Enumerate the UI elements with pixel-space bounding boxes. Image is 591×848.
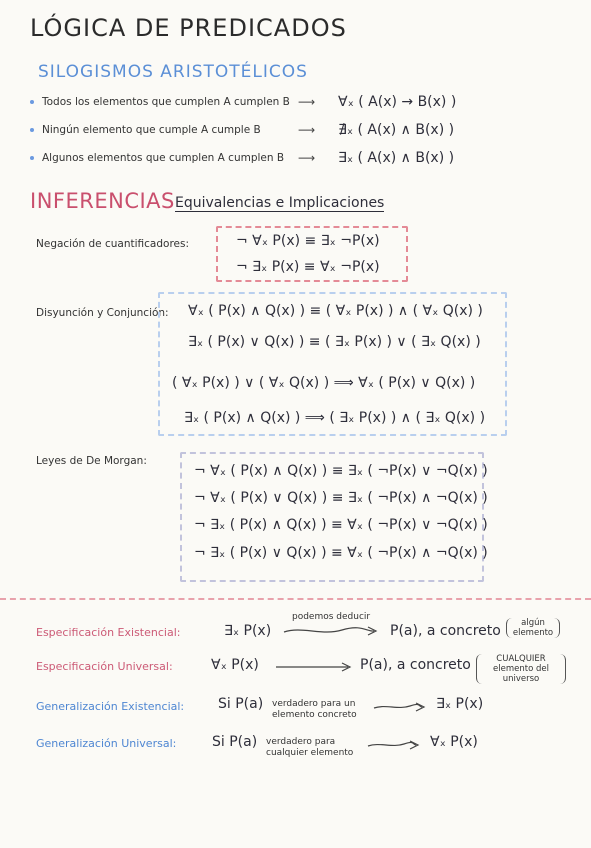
bullet-icon bbox=[30, 128, 34, 132]
list-item bbox=[30, 94, 456, 110]
section-divider bbox=[0, 598, 591, 600]
demorgan-row: ¬ ∀ₓ ( P(x) ∨ Q(x) ) ≡ ∃ₓ ( ¬P(x) ∧ ¬Q(x) ) bbox=[194, 490, 488, 506]
rule-formula: Si P(a) bbox=[218, 696, 264, 712]
squiggle-arrow-icon bbox=[282, 624, 382, 638]
list-item-formula: ∄ₓ ( A(x) ∧ B(x) ) bbox=[338, 122, 455, 138]
rule-over-arrow: podemos deducir bbox=[292, 612, 371, 622]
disyuncion-row: ( ∀ₓ P(x) ) ∨ ( ∀ₓ Q(x) ) ⟹ ∀ₓ ( P(x) ∨ Q(x) ) bbox=[172, 375, 476, 391]
rule-label: Generalización Existencial: bbox=[36, 700, 185, 713]
arrow-icon: ⟶ bbox=[298, 95, 316, 109]
list-item-formula: ∃ₓ ( A(x) ∧ B(x) ) bbox=[338, 150, 455, 166]
list-item bbox=[30, 150, 454, 166]
disyuncion-row: ∃ₓ ( P(x) ∧ Q(x) ) ⟹ ( ∃ₓ P(x) ) ∧ ( ∃ₓ Q(x) ) bbox=[184, 410, 486, 426]
rule-label: Especificación Existencial: bbox=[36, 626, 181, 639]
list-item-formula: ∀ₓ ( A(x) → B(x) ) bbox=[338, 94, 457, 110]
list-item-text: Todos los elementos que cumplen A cumplen B bbox=[42, 96, 290, 108]
arrow-icon bbox=[274, 660, 354, 674]
arrow-icon: ⟶ bbox=[298, 123, 316, 137]
arrow-icon: ⟶ bbox=[298, 151, 316, 165]
page-title: LÓGICA DE PREDICADOS bbox=[30, 14, 347, 42]
list-item-text: Algunos elementos que cumplen A cumplen B bbox=[42, 152, 285, 164]
negacion-label: Negación de cuantificadores: bbox=[36, 238, 189, 250]
negacion-row: ¬ ∃ₓ P(x) ≡ ∀ₓ ¬P(x) bbox=[236, 259, 380, 275]
negacion-row: ¬ ∀ₓ P(x) ≡ ∃ₓ ¬P(x) bbox=[236, 233, 380, 249]
rule-result: ∀ₓ P(x) bbox=[430, 734, 478, 750]
equivalencias-subheading: Equivalencias e Implicaciones bbox=[175, 195, 385, 211]
demorgan-row: ¬ ∀ₓ ( P(x) ∧ Q(x) ) ≡ ∃ₓ ( ¬P(x) ∨ ¬Q(x) ) bbox=[194, 463, 488, 479]
bullet-icon bbox=[30, 100, 34, 104]
list-item bbox=[30, 122, 454, 138]
rule-formula: ∃ₓ P(x) bbox=[224, 623, 272, 639]
rule-note: algún elemento bbox=[506, 618, 560, 638]
rule-formula: Si P(a) bbox=[212, 734, 258, 750]
demorgan-row: ¬ ∃ₓ ( P(x) ∨ Q(x) ) ≡ ∀ₓ ( ¬P(x) ∧ ¬Q(x) ) bbox=[194, 545, 488, 561]
rule-note: verdadero para un elemento concreto bbox=[272, 699, 357, 720]
squiggle-arrow-icon bbox=[372, 700, 428, 714]
demorgan-row: ¬ ∃ₓ ( P(x) ∧ Q(x) ) ≡ ∀ₓ ( ¬P(x) ∨ ¬Q(x) ) bbox=[194, 517, 488, 533]
rule-note: verdadero para cualquier elemento bbox=[266, 737, 354, 758]
disyuncion-row: ∃ₓ ( P(x) ∨ Q(x) ) ≡ ( ∃ₓ P(x) ) ∨ ( ∃ₓ Q(x) ) bbox=[188, 334, 481, 350]
disyuncion-row: ∀ₓ ( P(x) ∧ Q(x) ) ≡ ( ∀ₓ P(x) ) ∧ ( ∀ₓ Q(x) ) bbox=[188, 303, 483, 319]
rule-note: CUALQUIER elemento del universo bbox=[476, 654, 566, 684]
inferencias-heading: INFERENCIAS bbox=[30, 189, 175, 213]
rule-result: ∃ₓ P(x) bbox=[436, 696, 484, 712]
rule-label: Especificación Universal: bbox=[36, 660, 173, 673]
silogismos-heading: SILOGISMOS ARISTOTÉLICOS bbox=[38, 62, 308, 82]
bullet-icon bbox=[30, 156, 34, 160]
rule-formula: ∀ₓ P(x) bbox=[211, 657, 259, 673]
list-item-text: Ningún elemento que cumple A cumple B bbox=[42, 124, 261, 136]
squiggle-arrow-icon bbox=[366, 738, 422, 752]
demorgan-label: Leyes de De Morgan: bbox=[36, 455, 147, 467]
rule-label: Generalización Universal: bbox=[36, 737, 177, 750]
rule-result: P(a), a concreto bbox=[390, 623, 501, 639]
disyuncion-label: Disyunción y Conjunción: bbox=[36, 307, 169, 319]
rule-result: P(a), a concreto bbox=[360, 657, 471, 673]
